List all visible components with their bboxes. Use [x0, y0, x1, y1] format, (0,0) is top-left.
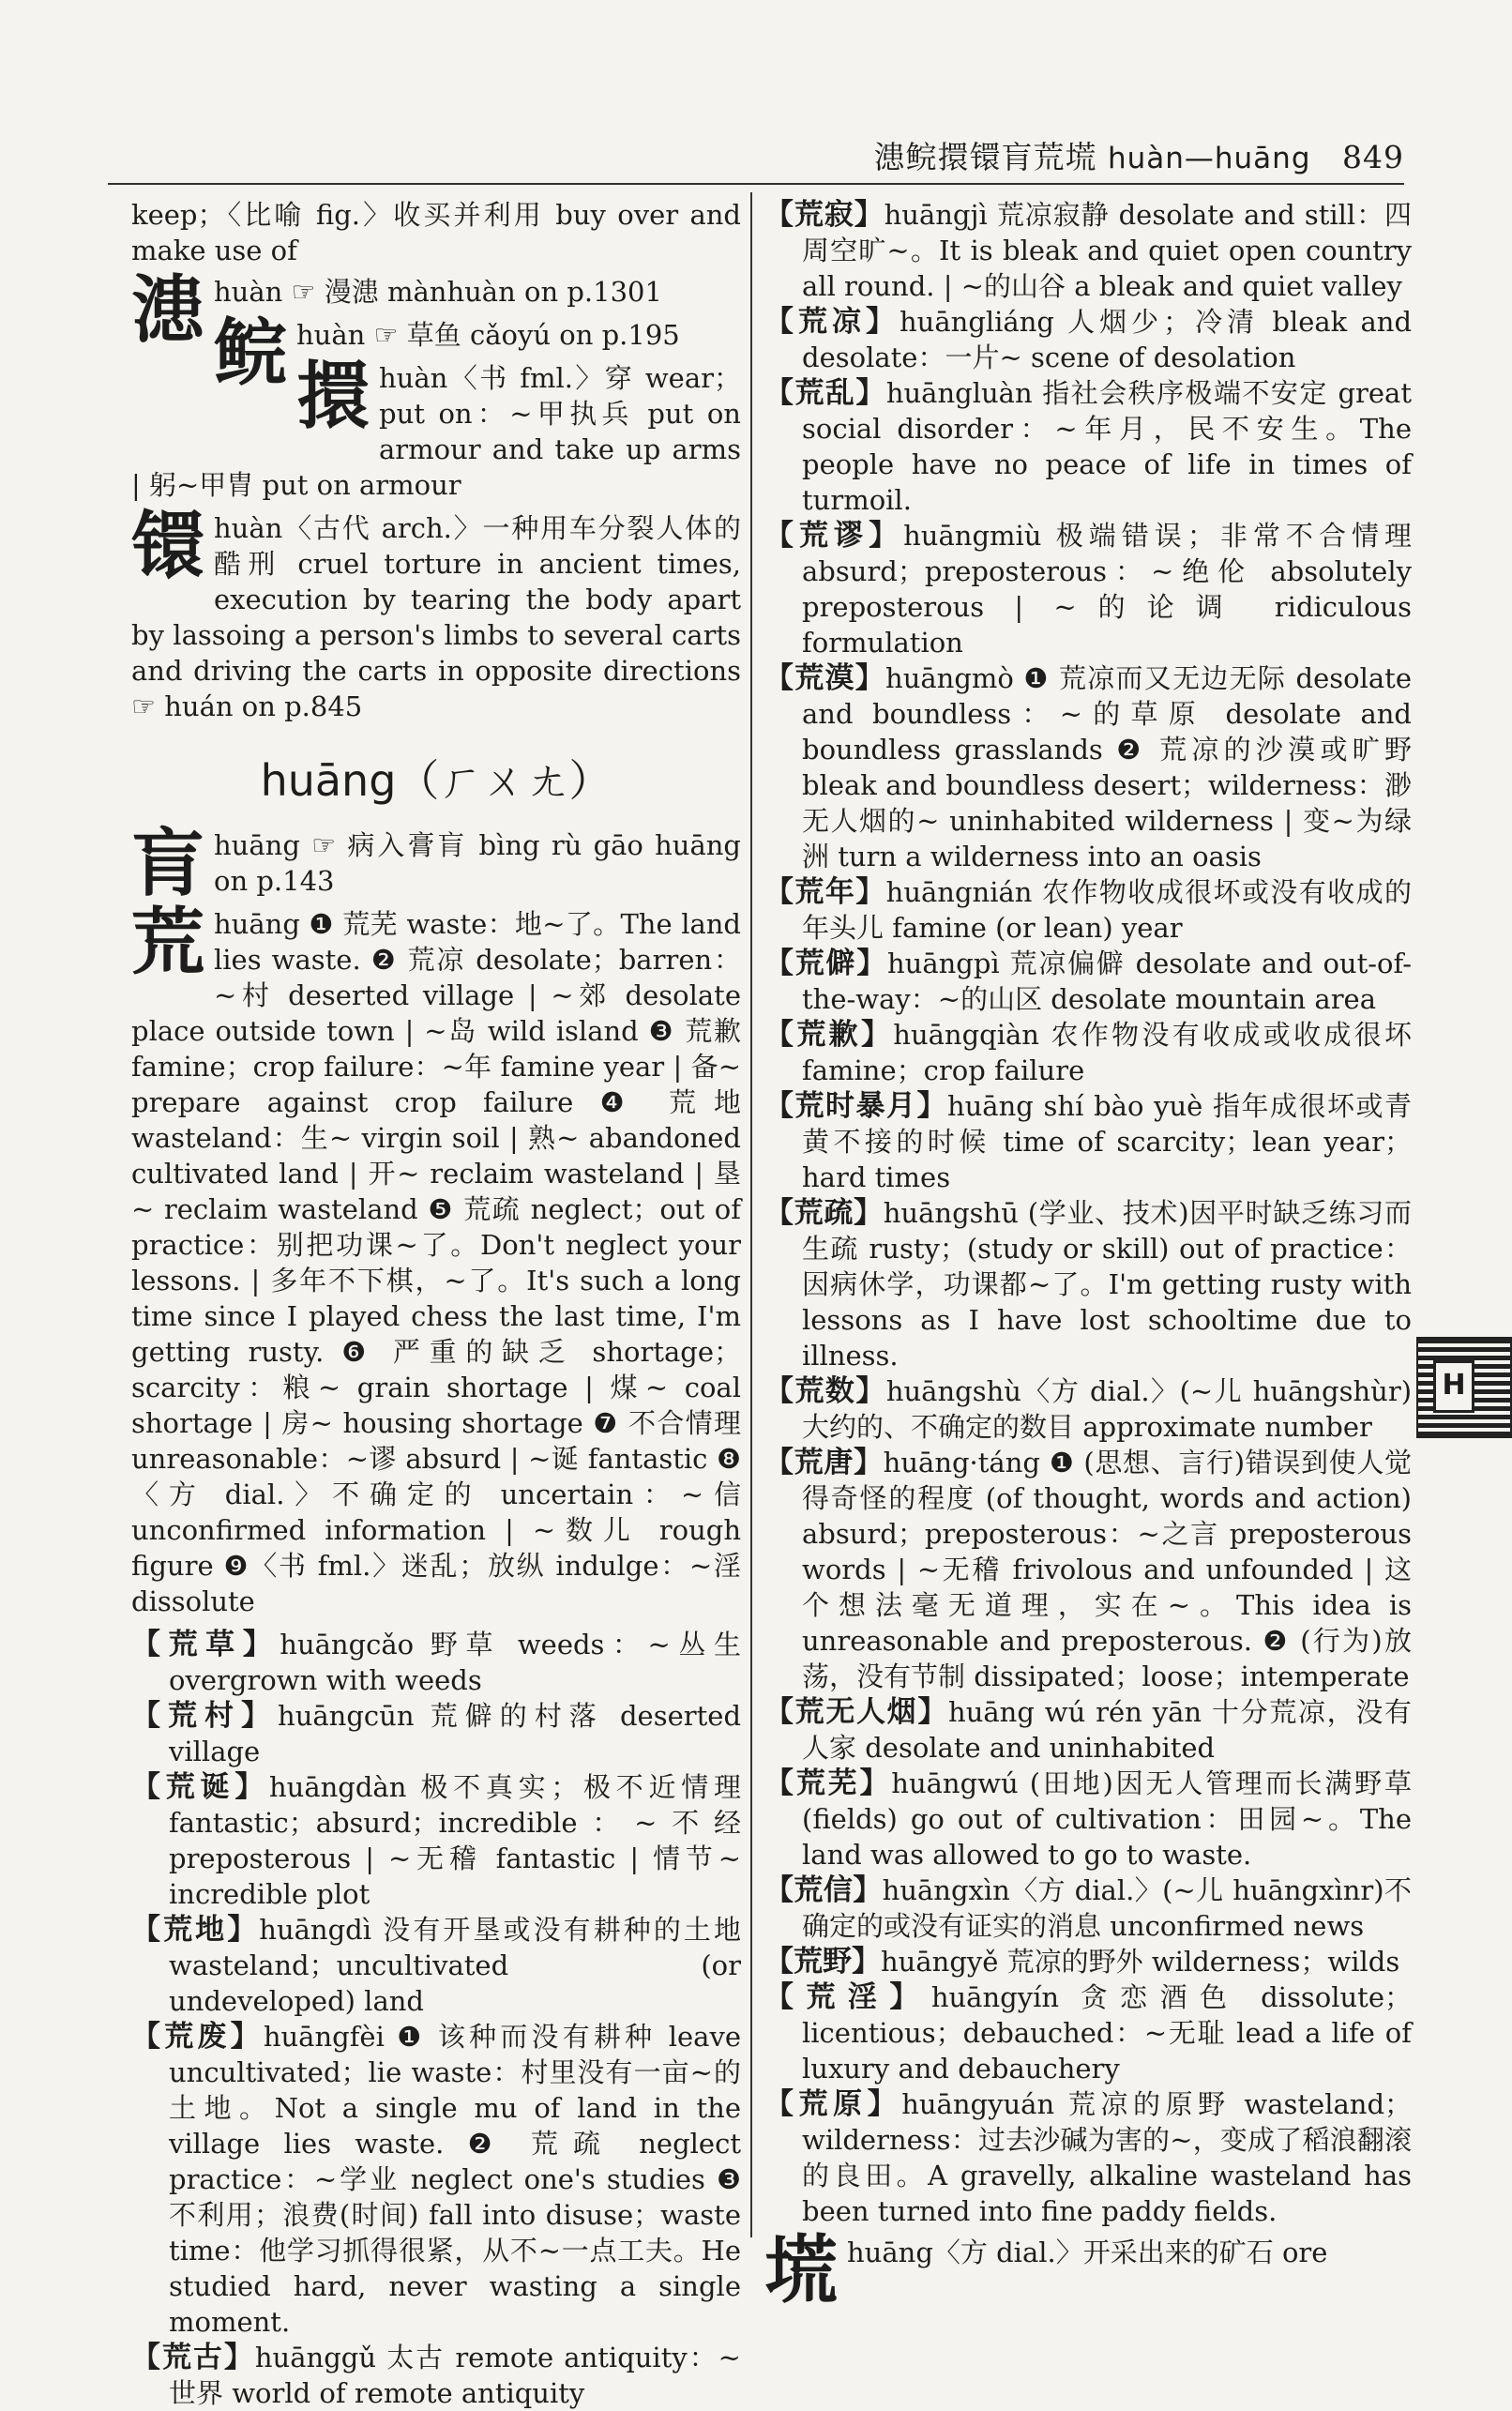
char-entry	[131, 311, 741, 396]
compound-definition: huāngpì 荒凉偏僻 desolate and out-of-the-way：~的山区 desolate mountain area	[802, 948, 1413, 1015]
compound-headword: 【荒寂】	[764, 198, 885, 232]
page-number: 849	[1342, 139, 1404, 175]
compound-entry	[764, 518, 1412, 660]
char-entry	[764, 2228, 1412, 2313]
compound-headword: 【荒信】	[764, 1873, 883, 1907]
compound-headword: 【荒数】	[764, 1374, 886, 1408]
header-pinyin: huàn—huāng	[1107, 142, 1311, 175]
compound-definition: huāngshù〈方 dial.〉(~儿 huāngshùr)大约的、不确定的数目 approximate number	[802, 1375, 1413, 1443]
compound-entry	[764, 1373, 1412, 1445]
compound-definition: huāngqiàn 农作物没有收成或收成很坏 famine；crop failure	[802, 1019, 1412, 1086]
section-heading: huāng（ㄏㄨㄤ）	[260, 755, 612, 806]
compound-definition: huāngliáng 人烟少；冷清 bleak and desolate：一片~ scene of desolation	[802, 306, 1413, 373]
compound-definition: huāngfèi ❶ 该种而没有耕种 leave uncultivated；lie waste：村里没有一亩~的土地。Not a single mu of land in the village lies waste. ❷ 荒疏 neglect practice：~学业 neglect one's studies ❸ 不利用；浪费(时间) fall into disuse；waste time：他学习抓得很紧，从不~一点工夫。He studied hard, never wasting a single moment.	[169, 2021, 742, 2338]
compound-headword: 【荒疏】	[764, 1196, 884, 1230]
compound-entry	[131, 2340, 741, 2411]
compound-entry	[764, 1195, 1412, 1373]
compound-definition: huāngdàn 极不真实；极不近情理 fantastic；absurd；incredible：~不经 preposterous | ~无稽 fantastic | 情节~ incredible plot	[169, 1771, 742, 1910]
compound-entry	[764, 1873, 1412, 1944]
compound-entry	[764, 1694, 1412, 1766]
compound-definition: huāngyě 荒凉的野外 wilderness；wilds	[881, 1946, 1400, 1978]
compound-headword: 【荒原】	[764, 2087, 902, 2121]
compound-entry	[764, 1017, 1412, 1088]
char-definition: huāng ☞ 病入膏肓 bìng rù gāo huāng on p.143	[214, 829, 741, 897]
compound-definition: huāng wú rén yān 十分荒凉，没有人家 desolate and uninhabited	[802, 1696, 1413, 1764]
compound-entry	[764, 660, 1412, 874]
char-definition: huàn〈古代 arch.〉一种用车分裂人体的酷刑 cruel torture in ancient times, execution by tearing the body apart by lassoing a person's limbs to several carts and driving the carts in opposite directions ☞ huán on p.845	[131, 512, 741, 722]
compound-entry	[764, 874, 1412, 946]
char-definition: huàn ☞ 草鱼 cǎoyú on p.195	[296, 319, 680, 351]
compound-headword: 【荒芜】	[764, 1767, 892, 1800]
compound-definition: huāngcūn 荒僻的村落 deserted village	[169, 1700, 742, 1767]
page-header	[108, 113, 1404, 185]
header-text	[873, 133, 1404, 177]
compound-entry	[764, 1766, 1412, 1873]
compound-entry	[131, 1627, 741, 1698]
compound-entry	[131, 2019, 741, 2340]
char-headword: 擐	[296, 354, 370, 439]
char-headword: 漶	[131, 267, 205, 353]
compound-headword: 【荒谬】	[764, 519, 904, 553]
compound-definition: huāngluàn 指社会秩序极端不安定 great social disorder：~年月，民不安生。The people have no peace of life in times of turmoil.	[802, 377, 1412, 516]
compound-headword: 【荒古】	[131, 2341, 255, 2374]
right-column	[764, 197, 1413, 2313]
compound-definition: huāngshū (学业、技术)因平时缺乏练习而生疏 rusty；(study or skill) out of practice：因病休学，功课都~了。I'm getting rusty with lessons as I have lost schooltime due to illness.	[802, 1197, 1412, 1372]
compound-entry	[131, 1698, 741, 1769]
compound-headword: 【荒无人烟】	[764, 1695, 949, 1729]
compound-entry	[764, 1979, 1412, 2086]
compound-definition: huāng·táng ❶ (思想、言行)错误到使人觉得奇怪的程度 (of thought, words and action) absurd；preposterous：~之言 preposterous words | ~无稽 frivolous and unfounded | 这个想法毫无道理，实在~。This idea is unreasonable and preposterous. ❷ (行为)放荡，没有节制 dissipated；loose；intemperate	[802, 1447, 1413, 1692]
compound-headword: 【荒村】	[131, 1699, 279, 1733]
compound-headword: 【荒地】	[131, 1913, 260, 1947]
header-hanzi: 漶鲩擐镮肓荒塃	[873, 139, 1097, 175]
char-headword: 镮	[131, 504, 205, 589]
compound-headword: 【荒歉】	[764, 1018, 894, 1052]
compound-entry	[131, 1912, 741, 2019]
left-column	[131, 197, 742, 2409]
compound-entry	[764, 375, 1412, 518]
compound-entry	[764, 304, 1412, 375]
compound-entry	[764, 1088, 1412, 1195]
char-definition: huàn〈书 fml.〉穿 wear；put on：~甲执兵 put on armour and take up arms | 躬~甲胄 put on armour	[131, 362, 741, 501]
char-entry	[131, 821, 741, 906]
compound-definition: huāngmiù 极端错误；非常不合情理 absurd；preposterous：~绝伦 absolutely preposterous | ~的论调 ridiculous formulation	[802, 520, 1413, 659]
char-headword: 肓	[131, 821, 205, 906]
compound-headword: 【荒野】	[764, 1945, 881, 1979]
thumb-index-label: H	[1433, 1360, 1474, 1413]
compound-entry	[131, 1769, 741, 1912]
char-entry	[131, 504, 741, 724]
compound-entry	[764, 197, 1412, 304]
compound-headword: 【荒废】	[131, 2020, 264, 2054]
char-definition: huāng ❶ 荒芜 waste：地~了。The land lies waste. ❷ 荒凉 desolate；barren：~村 deserted village | ~郊 desolate place outside town | ~岛 wild island ❸ 荒歉 famine；crop failure：~年 famine year | 备~ prepare against crop failure ❹ 荒地 wasteland：生~ virgin soil | 熟~ abandoned cultivated land | 开~ reclaim wasteland | 垦~ reclaim wasteland ❺ 荒疏 neglect；out of practice：别把功课~了。Don't neglect your lessons. | 多年不下棋，~了。It's such a long time since I played chess the last time, I'm getting rusty. ❻ 严重的缺乏 shortage；scarcity：粮~ grain shortage | 煤~ coal shortage | 房~ housing shortage ❼ 不合情理 unreasonable：~谬 absurd | ~诞 fantastic ❽〈方 dial.〉不确定的 uncertain：~信 unconfirmed information | ~数儿 rough figure ❾〈书 fml.〉迷乱；放纵 indulge：~淫 dissolute	[131, 908, 741, 1617]
char-headword: 荒	[131, 900, 205, 985]
compound-definition: huāng shí bào yuè 指年成很坏或青黄不接的时候 time of scarcity；lean year；hard times	[802, 1090, 1412, 1193]
compound-headword: 【荒凉】	[764, 305, 900, 339]
compound-definition: huāngdì 没有开垦或没有耕种的土地 wasteland；uncultivated (or undeveloped) land	[169, 1914, 741, 2017]
compound-entry	[764, 946, 1412, 1017]
compound-definition: huāngyín 贪恋酒色 dissolute；licentious；debauched：~无耻 lead a life of luxury and debauchery	[802, 1981, 1413, 2085]
compound-definition: huāngwú (田地)因无人管理而长满野草 (fields) go out of cultivation：田园~。The land was allowed to go to waste.	[802, 1767, 1412, 1871]
compound-definition: huāngjì 荒凉寂静 desolate and still：四周空旷~。It is bleak and quiet open country all round. | ~的山谷 a bleak and quiet valley	[802, 199, 1412, 302]
compound-definition: huāngxìn〈方 dial.〉(~儿 huāngxìnr)不确定的或没有证实的消息 unconfirmed news	[802, 1874, 1413, 1942]
char-headword: 鲩	[214, 311, 288, 396]
compound-entry	[764, 1445, 1412, 1694]
compound-headword: 【荒草】	[131, 1628, 280, 1661]
compound-headword: 【荒年】	[764, 875, 886, 909]
continuation-text: keep；〈比喻 fig.〉收买并利用 buy over and make use of	[131, 199, 741, 266]
compound-headword: 【荒时暴月】	[764, 1089, 947, 1123]
compound-headword: 【荒漠】	[764, 661, 886, 695]
compound-headword: 【荒诞】	[131, 1770, 269, 1804]
compound-definition: huāngnián 农作物收成很坏或没有收成的年头儿 famine (or lean) year	[802, 876, 1412, 944]
compound-headword: 【荒僻】	[764, 947, 887, 980]
compound-headword: 【荒淫】	[764, 1980, 931, 2014]
compound-definition: huāngyuán 荒凉的原野 wasteland；wilderness：过去沙碱为害的~，变成了稻浪翻滚的良田。A gravelly, alkaline wasteland has been turned into fine paddy fields.	[802, 2088, 1413, 2227]
char-headword: 塃	[764, 2228, 839, 2313]
char-entry	[131, 900, 741, 1619]
compound-headword: 【荒唐】	[764, 1446, 884, 1479]
compound-headword: 【荒乱】	[764, 376, 886, 410]
compound-entry	[764, 2086, 1412, 2229]
char-definition: huāng〈方 dial.〉开采出来的矿石 ore	[847, 2237, 1328, 2268]
compound-entry	[764, 1944, 1412, 1979]
column-divider	[750, 192, 752, 2237]
compound-definition: huānggǔ 太古 remote antiquity：~世界 world of remote antiquity	[169, 2342, 741, 2409]
compound-definition: huāngmò ❶ 荒凉而又无边无际 desolate and boundless：~的草原 desolate and boundless grasslands ❷ 荒凉的沙漠或旷野 bleak and boundless desert；wilderness：渺无人烟的~ uninhabited wilderness | 变~为绿洲 turn a wilderness into an oasis	[802, 662, 1412, 872]
char-definition: huàn ☞ 漫漶 mànhuàn on p.1301	[214, 276, 662, 308]
compound-definition: huāngcǎo 野草 weeds：~丛生 overgrown with weeds	[169, 1629, 741, 1696]
